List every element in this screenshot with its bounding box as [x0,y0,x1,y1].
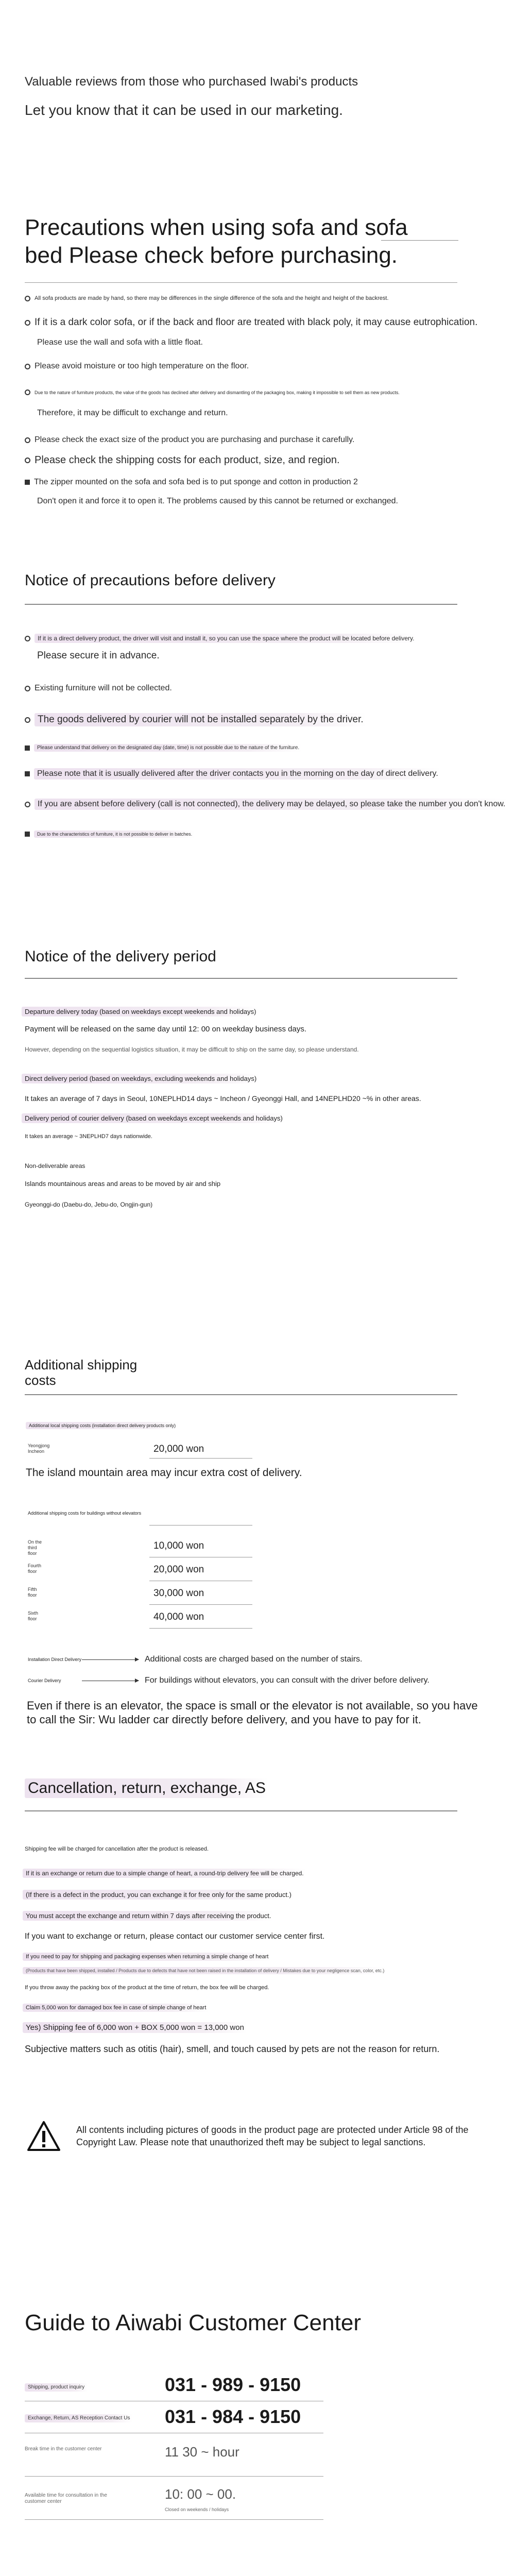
shipping-inquiry-phone[interactable]: 031 - 989 - 9150 [165,2374,301,2395]
precaution-subtext: Don't open it and force it to open it. The problems caused by this cannot be returned or exchanged. [37,497,398,505]
square-bullet-icon [25,771,30,776]
square-bullet-icon [25,832,30,837]
precaution-item: The zipper mounted on the sofa and sofa bed is to put sponge and cotton in production 2 [25,478,358,487]
circle-bullet-icon [25,457,30,463]
customer-center-title: Guide to Aiwabi Customer Center [25,2310,361,2335]
closed-days-note: Closed on weekends / holidays [165,2507,229,2512]
floor-cost-value: 40,000 won [153,1612,204,1622]
delivery-notice-title: Notice of precautions before delivery [25,572,276,589]
cc-row-label: Shipping, product inquiry [25,2383,148,2392]
precautions-divider [25,282,457,283]
copyright-notice: All contents including pictures of goods in the product page are protected under Article 98 of the Copyright Law. Please note that unauthorized theft may be subject to legal sanctions. [76,2125,469,2147]
floor-cost-value: 20,000 won [153,1564,204,1575]
precaution-item: Please check the shipping costs for each product, size, and region. [25,454,340,466]
delivery-period-item: However, depending on the sequential logistics situation, it may be difficult to ship on the same day, so please understand. [25,1046,359,1053]
island-cost-note: The island mountain area may incur extra cost of delivery. [26,1467,302,1479]
delivery-period-item: Non-deliverable areas [25,1162,85,1170]
precaution-item: Due to the nature of furniture products, the value of the goods has declined after delivery and dismantling of the packaging box, making it impossible to sell them as new products. [25,389,400,395]
cancellation-divider [25,1810,457,1811]
elevator-shipping-header: Additional shipping costs for buildings without elevators [28,1511,142,1516]
install-delivery-text: Additional costs are charged based on the number of stairs. [145,1655,363,1664]
delivery-period-item: It takes an average of 7 days in Seoul, 10NEPLHD14 days ~ Incheon / Gyeonggi Hall, and 14NEPLHD20 ~% in other areas. [25,1094,421,1103]
delivery-notice-item: Existing furniture will not be collected. [25,684,172,693]
courier-delivery-label: Courier Delivery [28,1677,61,1683]
precautions-title-line2: bed Please check before purchasing. [25,243,398,268]
delivery-period-title: Notice of the delivery period [25,948,216,965]
delivery-notice-subtext: Please secure it in advance. [37,650,160,661]
floor-cost-value: 10,000 won [153,1540,204,1551]
shipping-title-line2: costs [25,1372,56,1388]
cancellation-title: Cancellation, return, exchange, AS [25,1778,269,1798]
cancellation-item: (Products that have been shipped, installed / Products due to defects that have not been raised in the installation of delivery / Mistakes due to your negligence scan, color, etc.) [23,1967,387,1974]
delivery-period-divider [25,978,457,979]
table-line [149,1458,252,1459]
courier-delivery-row [28,1676,430,1685]
delivery-notice-item: Due to the characteristics of furniture, it is not possible to deliver in batches. [25,831,195,838]
intro-reviews-text: Valuable reviews from those who purchased Iwabi's products [25,75,358,89]
circle-bullet-icon [25,636,30,641]
arrow-right-icon [82,1659,139,1660]
floor-label: Fifth floor [28,1587,37,1598]
local-shipping-header: Additional local shipping costs (installation direct delivery products only) [26,1422,179,1429]
table-line [149,1628,252,1629]
cancellation-item: Claim 5,000 won for damaged box fee in case of simple change of heart [23,2004,209,2012]
precaution-item: Please check the exact size of the product you are purchasing and purchase it carefully. [25,435,354,445]
precaution-subtext: Please use the wall and sofa with a little float. [37,338,203,347]
precaution-item: Please avoid moisture or too high temperature on the floor. [25,362,249,371]
cc-row-label: Break time in the customer center [25,2446,102,2452]
circle-bullet-icon [25,389,30,395]
cancellation-item: (If there is a defect in the product, you can exchange it for free only for the same product.) [23,1890,295,1900]
delivery-notice-item: The goods delivered by courier will not be installed separately by the driver. [25,713,367,726]
cancellation-item: If you want to exchange or return, please contact our customer service center first. [25,1932,325,1941]
floor-label: On the third floor [28,1539,42,1556]
precaution-subtext: Therefore, it may be difficult to exchange and return. [37,409,228,417]
delivery-period-item: Gyeonggi-do (Daebu-do, Jebu-do, Ongjin-gun) [25,1201,153,1208]
floor-cost-value: 30,000 won [153,1588,204,1599]
floor-label: Fourth floor [28,1563,42,1574]
precaution-item: All sofa products are made by hand, so there may be differences in the single difference of the sofa and the height and height of the backrest. [25,295,389,301]
cancellation-item: If you need to pay for shipping and packaging expenses when returning a simple change of heart [23,1953,271,1961]
delivery-period-item: Delivery period of courier delivery (based on weekdays except weekends and holidays) [22,1113,286,1123]
delivery-period-item: It takes an average ~ 3NEPLHD7 days nationwide. [25,1133,152,1140]
circle-bullet-icon [25,437,30,443]
circle-bullet-icon [25,364,30,369]
precaution-item: If it is a dark color sofa, or if the back and floor are treated with black poly, it may cause eutrophication. [25,317,477,328]
cancellation-item: If it is an exchange or return due to a simple change of heart, a round-trip delivery fee will be charged. [23,1869,307,1878]
consultation-time-value: 10: 00 ~ 00. [165,2486,236,2502]
delivery-notice-item: If it is a direct delivery product, the driver will visit and install it, so you can use the space where the product will be located before delivery. [25,634,417,643]
cancellation-item: Shipping fee will be charged for cancellation after the product is released. [25,1846,209,1852]
install-delivery-label: Installation Direct Delivery [28,1656,82,1662]
ladder-car-note: Even if there is an elevator, the space is small or the elevator is not available, so you have to call the Sir: Wu ladder car directly before delivery, and you have to pay for it. [27,1699,478,1726]
cancellation-item: Subjective matters such as otitis (hair), smell, and touch caused by pets are not the reason for return. [25,2044,440,2054]
cc-row-line [25,2476,323,2477]
shipping-divider [25,1394,457,1395]
delivery-notice-item: Please note that it is usually delivered after the driver contacts you in the morning on the day of direct delivery. [25,768,441,779]
local-shipping-label: Yeongjong Incheon [28,1443,50,1454]
table-line [149,1604,252,1605]
delivery-period-item: Payment will be released on the same day until 12: 00 on weekday business days. [25,1025,306,1033]
delivery-notice-divider [25,604,457,605]
cc-row-label: Available time for consultation in the customer center [25,2493,107,2504]
cancellation-item: If you throw away the packing box of the product at the time of return, the box fee will be charged. [25,1985,269,1991]
exchange-return-phone[interactable]: 031 - 984 - 9150 [165,2406,301,2427]
shipping-title-line1: Additional shipping [25,1357,138,1372]
delivery-period-item: Islands mountainous areas and areas to be moved by air and ship [25,1180,221,1188]
cancellation-item: Yes) Shipping fee of 6,000 won + BOX 5,000 won = 13,000 won [23,2022,247,2033]
delivery-period-item: Departure delivery today (based on weekdays except weekends and holidays) [22,1007,259,1016]
delivery-period-item: Direct delivery period (based on weekdays, excluding weekends and holidays) [22,1074,260,1083]
precautions-title-line1: Precautions when using sofa and sofa [25,215,408,240]
precautions-title-rule [381,240,458,241]
delivery-notice-item: If you are absent before delivery (call is not connected), the delivery may be delayed, so please take the number you don't know. [25,799,508,810]
circle-bullet-icon [25,296,30,301]
intro-marketing-text: Let you know that it can be used in our marketing. [25,102,343,118]
warning-icon [27,2121,61,2151]
cc-row-line [25,2519,323,2520]
square-bullet-icon [25,480,30,485]
table-line [149,1525,252,1526]
break-time-value: 11 30 ~ hour [165,2444,239,2460]
local-shipping-value: 20,000 won [153,1444,204,1454]
circle-bullet-icon [25,686,30,691]
cc-row-label: Exchange, Return, AS Reception Contact Us [25,2414,148,2422]
square-bullet-icon [25,745,30,751]
cancellation-item: You must accept the exchange and return within 7 days after receiving the product. [23,1911,274,1921]
courier-delivery-text: For buildings without elevators, you can consult with the driver before delivery. [145,1676,430,1685]
floor-label: Sixth floor [28,1611,39,1621]
circle-bullet-icon [25,717,30,723]
circle-bullet-icon [25,802,30,807]
install-delivery-row [28,1655,362,1664]
circle-bullet-icon [25,320,30,326]
delivery-notice-item: Please understand that delivery on the designated day (date, time) is not possible due to the nature of the furniture. [25,744,302,752]
